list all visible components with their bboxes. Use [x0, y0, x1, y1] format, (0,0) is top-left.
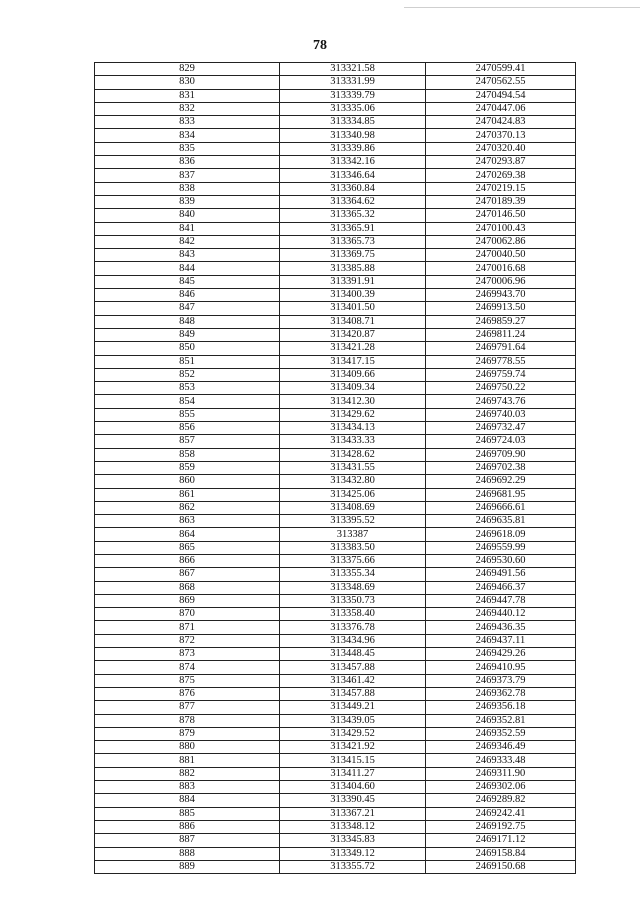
y-coordinate-cell: 2469302.06: [426, 781, 576, 794]
x-coordinate-cell: 313331.99: [280, 76, 426, 89]
table-row: [95, 169, 576, 182]
point-number-cell: 830: [95, 76, 280, 89]
y-coordinate-cell: 2469158.84: [426, 847, 576, 860]
point-number-cell: 847: [95, 302, 280, 315]
x-coordinate-cell: 313355.72: [280, 860, 426, 873]
point-number-cell: 887: [95, 834, 280, 847]
table-row: [95, 541, 576, 554]
point-number-cell: 836: [95, 156, 280, 169]
table-row: [95, 209, 576, 222]
point-number-cell: 863: [95, 515, 280, 528]
y-coordinate-cell: 2469242.41: [426, 807, 576, 820]
point-number-cell: 858: [95, 448, 280, 461]
y-coordinate-cell: 2470269.38: [426, 169, 576, 182]
y-coordinate-cell: 2469743.76: [426, 395, 576, 408]
y-coordinate-cell: 2469943.70: [426, 289, 576, 302]
x-coordinate-cell: 313429.62: [280, 408, 426, 421]
y-coordinate-cell: 2469440.12: [426, 608, 576, 621]
point-number-cell: 846: [95, 289, 280, 302]
table-row: [95, 554, 576, 567]
table-row: [95, 156, 576, 169]
point-number-cell: 884: [95, 794, 280, 807]
table-row: [95, 701, 576, 714]
table-row: [95, 435, 576, 448]
table-row: [95, 408, 576, 421]
point-number-cell: 850: [95, 342, 280, 355]
x-coordinate-cell: 313365.32: [280, 209, 426, 222]
y-coordinate-cell: 2469681.95: [426, 488, 576, 501]
x-coordinate-cell: 313457.88: [280, 687, 426, 700]
y-coordinate-cell: 2469466.37: [426, 581, 576, 594]
x-coordinate-cell: 313429.52: [280, 727, 426, 740]
x-coordinate-cell: 313348.12: [280, 820, 426, 833]
y-coordinate-cell: 2469429.26: [426, 648, 576, 661]
table-row: [95, 448, 576, 461]
x-coordinate-cell: 313395.52: [280, 515, 426, 528]
y-coordinate-cell: 2469778.55: [426, 355, 576, 368]
table-row: [95, 794, 576, 807]
table-row: [95, 741, 576, 754]
y-coordinate-cell: 2469750.22: [426, 382, 576, 395]
y-coordinate-cell: 2469192.75: [426, 820, 576, 833]
y-coordinate-cell: 2470599.41: [426, 63, 576, 76]
x-coordinate-cell: 313364.62: [280, 195, 426, 208]
x-coordinate-cell: 313434.96: [280, 634, 426, 647]
point-number-cell: 889: [95, 860, 280, 873]
x-coordinate-cell: 313340.98: [280, 129, 426, 142]
point-number-cell: 835: [95, 142, 280, 155]
table-row: [95, 302, 576, 315]
table-row: [95, 328, 576, 341]
table-row: [95, 847, 576, 860]
x-coordinate-cell: 313358.40: [280, 608, 426, 621]
point-number-cell: 880: [95, 741, 280, 754]
x-coordinate-cell: 313348.69: [280, 581, 426, 594]
point-number-cell: 838: [95, 182, 280, 195]
x-coordinate-cell: 313461.42: [280, 674, 426, 687]
table-row: [95, 315, 576, 328]
y-coordinate-cell: 2469311.90: [426, 767, 576, 780]
y-coordinate-cell: 2470100.43: [426, 222, 576, 235]
x-coordinate-cell: 313367.21: [280, 807, 426, 820]
table-row: [95, 594, 576, 607]
table-row: [95, 76, 576, 89]
x-coordinate-cell: 313355.34: [280, 568, 426, 581]
x-coordinate-cell: 313417.15: [280, 355, 426, 368]
y-coordinate-cell: 2469811.24: [426, 328, 576, 341]
y-coordinate-cell: 2470062.86: [426, 235, 576, 248]
table-row: [95, 129, 576, 142]
table-row: [95, 142, 576, 155]
point-number-cell: 881: [95, 754, 280, 767]
y-coordinate-cell: 2469759.74: [426, 368, 576, 381]
point-number-cell: 861: [95, 488, 280, 501]
table-row: [95, 116, 576, 129]
table-row: [95, 382, 576, 395]
point-number-cell: 870: [95, 608, 280, 621]
point-number-cell: 852: [95, 368, 280, 381]
table-row: [95, 461, 576, 474]
x-coordinate-cell: 313349.12: [280, 847, 426, 860]
y-coordinate-cell: 2469333.48: [426, 754, 576, 767]
y-coordinate-cell: 2469346.49: [426, 741, 576, 754]
point-number-cell: 878: [95, 714, 280, 727]
point-number-cell: 871: [95, 621, 280, 634]
y-coordinate-cell: 2470040.50: [426, 249, 576, 262]
table-row: [95, 687, 576, 700]
table-row: [95, 488, 576, 501]
y-coordinate-cell: 2469791.64: [426, 342, 576, 355]
x-coordinate-cell: 313420.87: [280, 328, 426, 341]
x-coordinate-cell: 313369.75: [280, 249, 426, 262]
y-coordinate-cell: 2469692.29: [426, 475, 576, 488]
y-coordinate-cell: 2469530.60: [426, 554, 576, 567]
y-coordinate-cell: 2469356.18: [426, 701, 576, 714]
x-coordinate-cell: 313401.50: [280, 302, 426, 315]
x-coordinate-cell: 313383.50: [280, 541, 426, 554]
table-row: [95, 754, 576, 767]
x-coordinate-cell: 313431.55: [280, 461, 426, 474]
y-coordinate-cell: 2469362.78: [426, 687, 576, 700]
point-number-cell: 886: [95, 820, 280, 833]
table-row: [95, 767, 576, 780]
x-coordinate-cell: 313449.21: [280, 701, 426, 714]
table-row: [95, 727, 576, 740]
top-edge-rule: [404, 7, 640, 8]
table-row: [95, 235, 576, 248]
y-coordinate-cell: 2470293.87: [426, 156, 576, 169]
y-coordinate-cell: 2469171.12: [426, 834, 576, 847]
point-number-cell: 868: [95, 581, 280, 594]
x-coordinate-cell: 313350.73: [280, 594, 426, 607]
table-row: [95, 249, 576, 262]
table-row: [95, 674, 576, 687]
table-row: [95, 648, 576, 661]
x-coordinate-cell: 313425.06: [280, 488, 426, 501]
y-coordinate-cell: 2469437.11: [426, 634, 576, 647]
point-number-cell: 829: [95, 63, 280, 76]
point-number-cell: 866: [95, 554, 280, 567]
point-number-cell: 855: [95, 408, 280, 421]
y-coordinate-cell: 2469559.99: [426, 541, 576, 554]
x-coordinate-cell: 313339.79: [280, 89, 426, 102]
table-row: [95, 262, 576, 275]
table-row: [95, 528, 576, 541]
table-row: [95, 342, 576, 355]
point-number-cell: 854: [95, 395, 280, 408]
x-coordinate-cell: 313321.58: [280, 63, 426, 76]
point-number-cell: 873: [95, 648, 280, 661]
y-coordinate-cell: 2469666.61: [426, 501, 576, 514]
table-row: [95, 222, 576, 235]
y-coordinate-cell: 2469740.03: [426, 408, 576, 421]
table-row: [95, 714, 576, 727]
point-number-cell: 833: [95, 116, 280, 129]
x-coordinate-cell: 313411.27: [280, 767, 426, 780]
table-row: [95, 289, 576, 302]
table-row: [95, 820, 576, 833]
point-number-cell: 877: [95, 701, 280, 714]
y-coordinate-cell: 2469635.81: [426, 515, 576, 528]
table-row: [95, 515, 576, 528]
point-number-cell: 834: [95, 129, 280, 142]
x-coordinate-cell: 313345.83: [280, 834, 426, 847]
table-row: [95, 275, 576, 288]
table-row: [95, 63, 576, 76]
point-number-cell: 851: [95, 355, 280, 368]
y-coordinate-cell: 2469447.78: [426, 594, 576, 607]
y-coordinate-cell: 2469352.59: [426, 727, 576, 740]
table-row: [95, 355, 576, 368]
y-coordinate-cell: 2470370.13: [426, 129, 576, 142]
y-coordinate-cell: 2470006.96: [426, 275, 576, 288]
y-coordinate-cell: 2470146.50: [426, 209, 576, 222]
point-number-cell: 845: [95, 275, 280, 288]
x-coordinate-cell: 313365.73: [280, 235, 426, 248]
x-coordinate-cell: 313375.66: [280, 554, 426, 567]
point-number-cell: 841: [95, 222, 280, 235]
point-number-cell: 869: [95, 594, 280, 607]
point-number-cell: 857: [95, 435, 280, 448]
table-row: [95, 475, 576, 488]
point-number-cell: 879: [95, 727, 280, 740]
page-number: 78: [313, 38, 327, 53]
table-row: [95, 395, 576, 408]
y-coordinate-cell: 2469732.47: [426, 422, 576, 435]
x-coordinate-cell: 313428.62: [280, 448, 426, 461]
y-coordinate-cell: 2470320.40: [426, 142, 576, 155]
x-coordinate-cell: 313432.80: [280, 475, 426, 488]
point-number-cell: 842: [95, 235, 280, 248]
y-coordinate-cell: 2469410.95: [426, 661, 576, 674]
x-coordinate-cell: 313387: [280, 528, 426, 541]
y-coordinate-cell: 2469491.56: [426, 568, 576, 581]
point-number-cell: 875: [95, 674, 280, 687]
x-coordinate-cell: 313434.13: [280, 422, 426, 435]
y-coordinate-cell: 2470219.15: [426, 182, 576, 195]
table-row: [95, 834, 576, 847]
table-row: [95, 581, 576, 594]
x-coordinate-cell: 313409.66: [280, 368, 426, 381]
y-coordinate-cell: 2469618.09: [426, 528, 576, 541]
table-row: [95, 89, 576, 102]
x-coordinate-cell: 313376.78: [280, 621, 426, 634]
point-number-cell: 831: [95, 89, 280, 102]
x-coordinate-cell: 313390.45: [280, 794, 426, 807]
point-number-cell: 874: [95, 661, 280, 674]
point-number-cell: 864: [95, 528, 280, 541]
y-coordinate-cell: 2470016.68: [426, 262, 576, 275]
point-number-cell: 867: [95, 568, 280, 581]
point-number-cell: 860: [95, 475, 280, 488]
x-coordinate-cell: 313365.91: [280, 222, 426, 235]
x-coordinate-cell: 313415.15: [280, 754, 426, 767]
x-coordinate-cell: 313409.34: [280, 382, 426, 395]
point-number-cell: 865: [95, 541, 280, 554]
point-number-cell: 837: [95, 169, 280, 182]
x-coordinate-cell: 313433.33: [280, 435, 426, 448]
point-number-cell: 876: [95, 687, 280, 700]
x-coordinate-cell: 313334.85: [280, 116, 426, 129]
y-coordinate-cell: 2469373.79: [426, 674, 576, 687]
point-number-cell: 848: [95, 315, 280, 328]
x-coordinate-cell: 313400.39: [280, 289, 426, 302]
y-coordinate-cell: 2469436.35: [426, 621, 576, 634]
point-number-cell: 862: [95, 501, 280, 514]
x-coordinate-cell: 313439.05: [280, 714, 426, 727]
y-coordinate-cell: 2470562.55: [426, 76, 576, 89]
point-number-cell: 849: [95, 328, 280, 341]
y-coordinate-cell: 2470494.54: [426, 89, 576, 102]
y-coordinate-cell: 2470189.39: [426, 195, 576, 208]
x-coordinate-cell: 313457.88: [280, 661, 426, 674]
point-number-cell: 840: [95, 209, 280, 222]
table-row: [95, 608, 576, 621]
table-row: [95, 621, 576, 634]
table-row: [95, 195, 576, 208]
y-coordinate-cell: 2470447.06: [426, 102, 576, 115]
x-coordinate-cell: 313339.86: [280, 142, 426, 155]
table-row: [95, 182, 576, 195]
point-number-cell: 882: [95, 767, 280, 780]
point-number-cell: 844: [95, 262, 280, 275]
table-row: [95, 102, 576, 115]
point-number-cell: 832: [95, 102, 280, 115]
point-number-cell: 856: [95, 422, 280, 435]
y-coordinate-cell: 2470424.83: [426, 116, 576, 129]
x-coordinate-cell: 313412.30: [280, 395, 426, 408]
point-number-cell: 883: [95, 781, 280, 794]
x-coordinate-cell: 313342.16: [280, 156, 426, 169]
x-coordinate-cell: 313385.88: [280, 262, 426, 275]
x-coordinate-cell: 313408.69: [280, 501, 426, 514]
point-number-cell: 843: [95, 249, 280, 262]
coordinates-table: [94, 62, 576, 874]
x-coordinate-cell: 313335.06: [280, 102, 426, 115]
y-coordinate-cell: 2469150.68: [426, 860, 576, 873]
x-coordinate-cell: 313421.28: [280, 342, 426, 355]
x-coordinate-cell: 313391.91: [280, 275, 426, 288]
table-row: [95, 568, 576, 581]
table-row: [95, 422, 576, 435]
y-coordinate-cell: 2469709.90: [426, 448, 576, 461]
table-row: [95, 781, 576, 794]
x-coordinate-cell: 313346.64: [280, 169, 426, 182]
point-number-cell: 872: [95, 634, 280, 647]
x-coordinate-cell: 313404.60: [280, 781, 426, 794]
point-number-cell: 839: [95, 195, 280, 208]
y-coordinate-cell: 2469702.38: [426, 461, 576, 474]
y-coordinate-cell: 2469913.50: [426, 302, 576, 315]
y-coordinate-cell: 2469289.82: [426, 794, 576, 807]
y-coordinate-cell: 2469724.03: [426, 435, 576, 448]
table-row: [95, 501, 576, 514]
x-coordinate-cell: 313408.71: [280, 315, 426, 328]
point-number-cell: 853: [95, 382, 280, 395]
table-row: [95, 634, 576, 647]
y-coordinate-cell: 2469352.81: [426, 714, 576, 727]
table-row: [95, 807, 576, 820]
y-coordinate-cell: 2469859.27: [426, 315, 576, 328]
table-row: [95, 860, 576, 873]
table-row: [95, 661, 576, 674]
point-number-cell: 888: [95, 847, 280, 860]
x-coordinate-cell: 313360.84: [280, 182, 426, 195]
table-row: [95, 368, 576, 381]
point-number-cell: 885: [95, 807, 280, 820]
x-coordinate-cell: 313421.92: [280, 741, 426, 754]
point-number-cell: 859: [95, 461, 280, 474]
coordinates-table-body: [95, 63, 576, 874]
x-coordinate-cell: 313448.45: [280, 648, 426, 661]
